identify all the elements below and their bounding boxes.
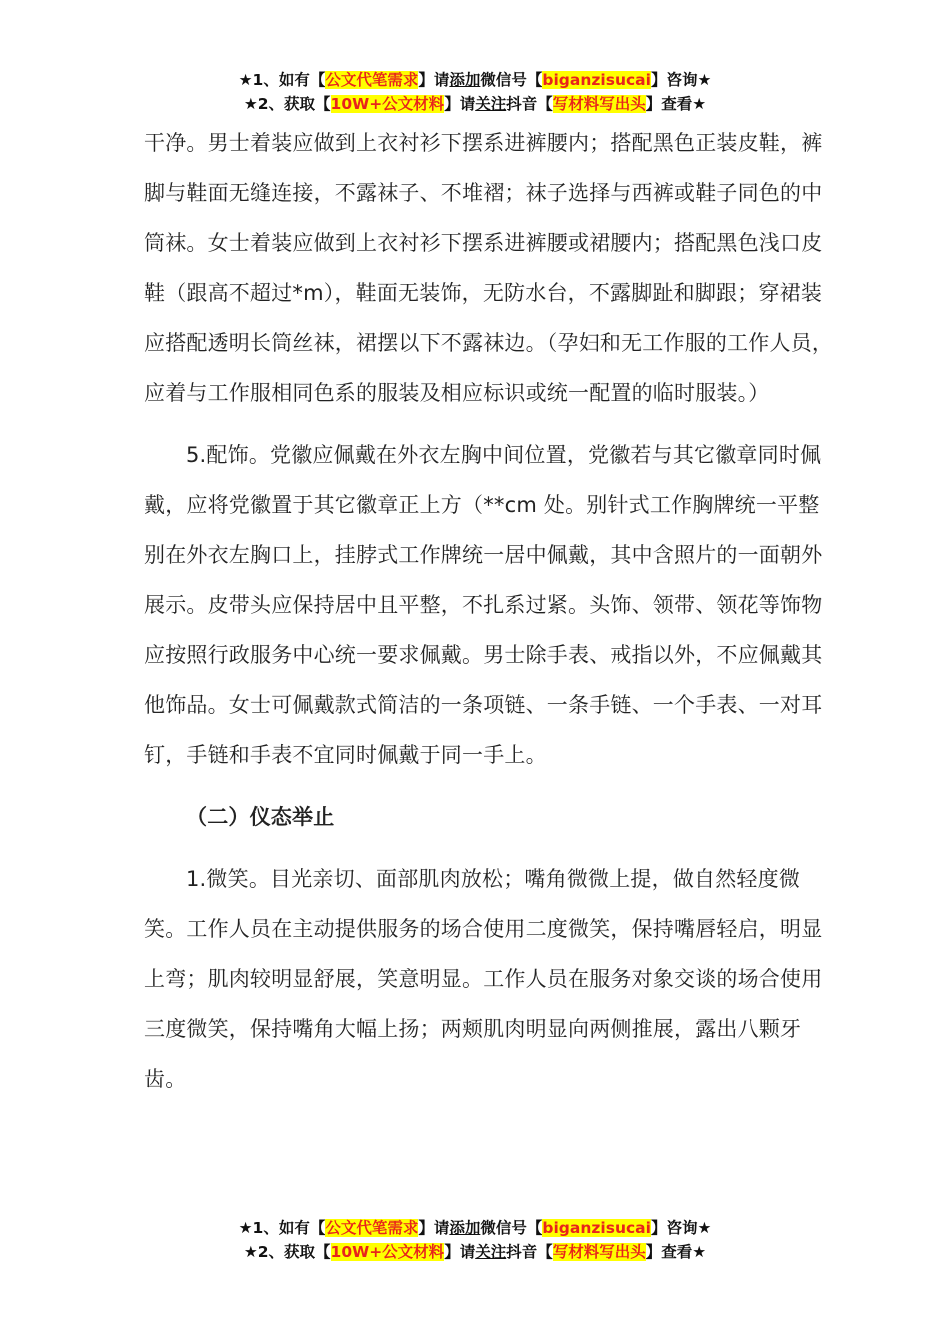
banner-text: 】请 — [418, 1219, 450, 1237]
footer-banner — [0, 1216, 950, 1264]
banner-text: 】请 — [444, 95, 476, 113]
banner-text: 】查看★ — [645, 95, 707, 113]
banner-underline: 添加 — [449, 71, 481, 89]
banner-text: 微信号【 — [480, 71, 543, 89]
banner-text: 】请 — [444, 1243, 476, 1261]
banner-line-2 — [0, 1240, 950, 1264]
banner-text: 抖音【 — [506, 95, 553, 113]
banner-highlight: 写材料写出头 — [552, 95, 646, 113]
banner-highlight: 公文代笔需求 — [325, 71, 419, 89]
banner-text: ★1、如有【 — [238, 71, 326, 89]
banner-highlight: 10W+公文材料 — [330, 1243, 445, 1261]
banner-line-2 — [0, 92, 950, 116]
banner-underline: 关注 — [475, 95, 507, 113]
banner-text: 】咨询★ — [650, 1219, 712, 1237]
banner-text: 】请 — [418, 71, 450, 89]
banner-text: ★2、获取【 — [243, 1243, 331, 1261]
banner-highlight: 公文代笔需求 — [325, 1219, 419, 1237]
banner-highlight: biganzisucai — [542, 1219, 651, 1237]
banner-text: ★1、如有【 — [238, 1219, 326, 1237]
banner-text: 抖音【 — [506, 1243, 553, 1261]
banner-highlight: 10W+公文材料 — [330, 95, 445, 113]
header-banner — [0, 68, 950, 116]
banner-underline: 添加 — [449, 1219, 481, 1237]
section-heading: （二）仪态举止 — [186, 805, 335, 829]
paragraph-smile: 1.微笑。目光亲切、面部肌肉放松；嘴角微微上提，做自然轻度微笑。工作人员在主动提供服务的场合使用二度微笑，保持嘴唇轻启，明显上弯；肌肉较明显舒展，笑意明显。工作人员在服务对象交谈的场合使用三度微笑，保持嘴角大幅上扬；两颊肌肉明显向两侧推展，露出八颗牙齿。 — [144, 867, 823, 1091]
banner-line-1 — [0, 68, 950, 92]
banner-text: ★2、获取【 — [243, 95, 331, 113]
banner-highlight: 写材料写出头 — [552, 1243, 646, 1261]
paragraph-accessories: 5.配饰。党徽应佩戴在外衣左胸中间位置，党徽若与其它徽章同时佩戴，应将党徽置于其它徽章正上方（**cm 处。别针式工作胸牌统一平整别在外衣左胸口上，挂脖式工作牌统一居中佩戴，其中含照片的一面朝外展示。皮带头应保持居中且平整，不扎系过紧。头饰、领带、领花等饰物应按照行政服务中心统一要求佩戴。男士除手表、戒指以外，不应佩戴其他饰品。女士可佩戴款式简洁的一条项链、一条手链、一个手表、一对耳钉，手链和手表不宜同时佩戴于同一手上。 — [144, 443, 823, 767]
banner-underline: 关注 — [475, 1243, 507, 1261]
banner-line-1 — [0, 1216, 950, 1240]
document-body — [144, 118, 834, 1104]
banner-text: 微信号【 — [480, 1219, 543, 1237]
banner-text: 】查看★ — [645, 1243, 707, 1261]
paragraph-attire: 干净。男士着装应做到上衣衬衫下摆系进裤腰内；搭配黑色正装皮鞋，裤脚与鞋面无缝连接，不露袜子、不堆褶；袜子选择与西裤或鞋子同色的中筒袜。女士着装应做到上衣衬衫下摆系进裤腰或裙腰内；搭配黑色浅口皮鞋（跟高不超过*m），鞋面无装饰，无防水台，不露脚趾和脚跟；穿裙装应搭配透明长筒丝袜，裙摆以下不露袜边。（孕妇和无工作服的工作人员，应着与工作服相同色系的服装及相应标识或统一配置的临时服装。） — [144, 131, 834, 405]
banner-highlight: biganzisucai — [542, 71, 651, 89]
banner-text: 】咨询★ — [650, 71, 712, 89]
